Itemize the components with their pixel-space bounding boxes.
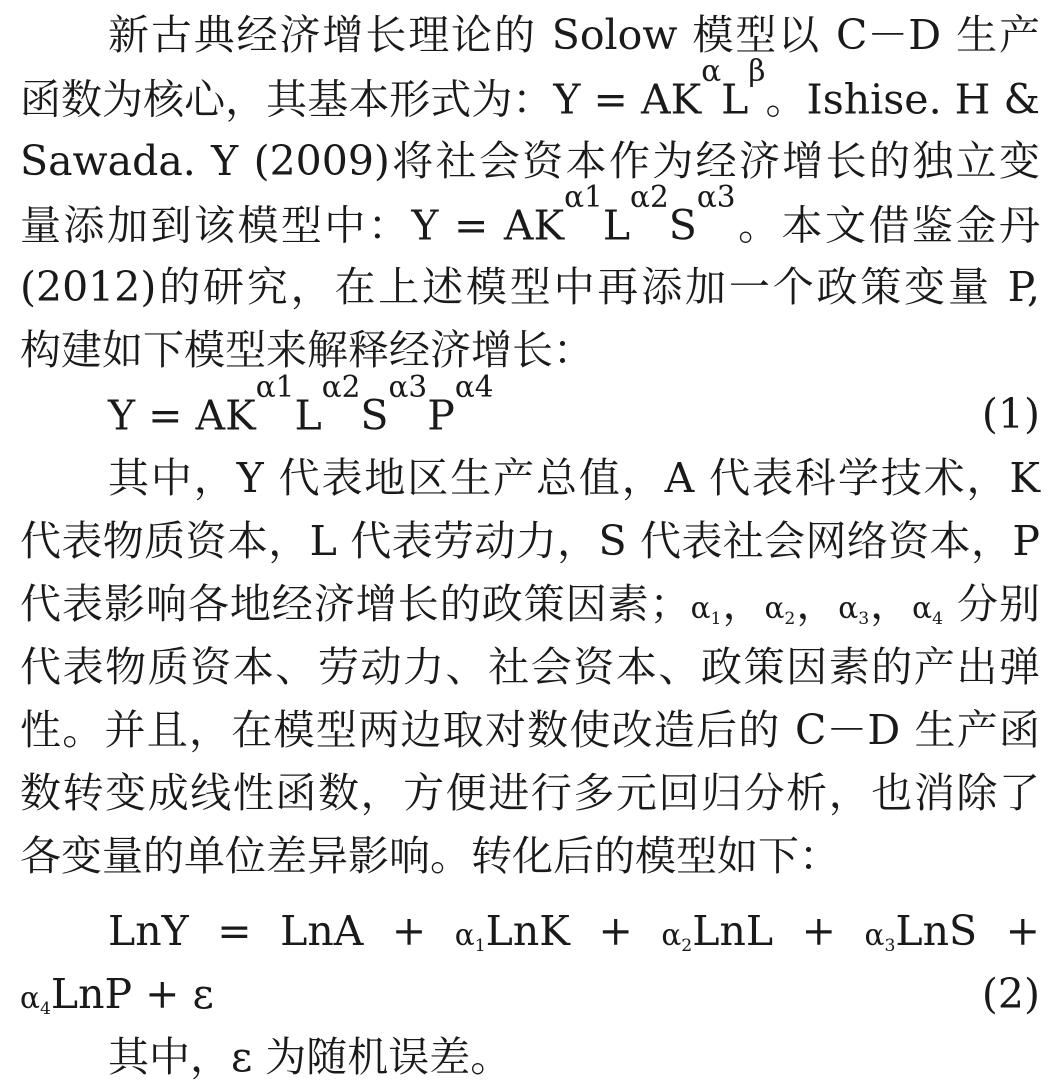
- equation-2: LnY = LnA + $\alpha_1LnK + \alpha_2LnL + \alpha_3LnS$ +: [108, 907, 1041, 957]
- paragraph-line: Sawada. Y (2009)将社会资本作为经济增长的独立变: [20, 137, 1040, 185]
- text-run: LnP + ε: [50, 970, 214, 1018]
- text-run: 量添加到该模型中：: [20, 201, 412, 250]
- text-run: 代表影响各地经济增长的政策因素；: [20, 580, 691, 628]
- paragraph-line: 数转变成线性函数，方便进行多元回归分析，也消除了: [20, 769, 1040, 817]
- paragraph-line: 量添加到该模型中：$Y = AK^{\alpha 1}L^{\alpha 2}S^{\alpha 3}$。本文借鉴金丹: [20, 180, 1040, 250]
- paragraph-line: (2012)的研究，在上述模型中再添加一个政策变量 P,: [20, 263, 1040, 311]
- text-run: 。Ishise. H &: [765, 75, 1040, 124]
- paragraph-line: 函数为核心，其基本形式为：$Y = AK^\alpha L^\beta$。Ishise. H &: [20, 54, 1040, 124]
- paragraph-line: 其中，ε 为随机误差。: [108, 1033, 512, 1081]
- text-run: 函数为核心，其基本形式为：: [20, 75, 554, 124]
- equation-2-continued: $\alpha_4LnP + \varepsilon$: [20, 970, 214, 1020]
- paragraph-line: 代表影响各地经济增长的政策因素；$\alpha_1$，$\alpha_2$，$\alpha_3$，$\alpha_4$ 分别: [20, 580, 1041, 630]
- paragraph-line: 新古典经济增长理论的 Solow 模型以 C－D 生产: [108, 11, 1040, 59]
- paragraph-line: 性。并且，在模型两边取对数使改造后的 C－D 生产函: [20, 706, 1040, 754]
- paragraph-line: 代表物质资本、劳动力、社会资本、政策因素的产出弹: [20, 643, 1040, 691]
- text-run: 。本文借鉴金丹: [735, 201, 1040, 250]
- equation-1: $Y = AK^{\alpha 1}L^{\alpha 2}S^{\alpha 3}P^{\alpha 4}$: [108, 370, 494, 440]
- text-run: 分别: [957, 580, 1041, 628]
- paragraph-line: 构建如下模型来解释经济增长：: [20, 326, 594, 374]
- equation-number: (2): [981, 970, 1040, 1018]
- equation-number: (1): [981, 390, 1040, 438]
- paragraph-line: 其中，Y 代表地区生产总值，A 代表科学技术，K: [108, 454, 1040, 502]
- paragraph-line: 代表物质资本，L 代表劳动力，S 代表社会网络资本，P: [20, 517, 1040, 565]
- paragraph-line: 各变量的单位差异影响。转化后的模型如下：: [20, 832, 840, 880]
